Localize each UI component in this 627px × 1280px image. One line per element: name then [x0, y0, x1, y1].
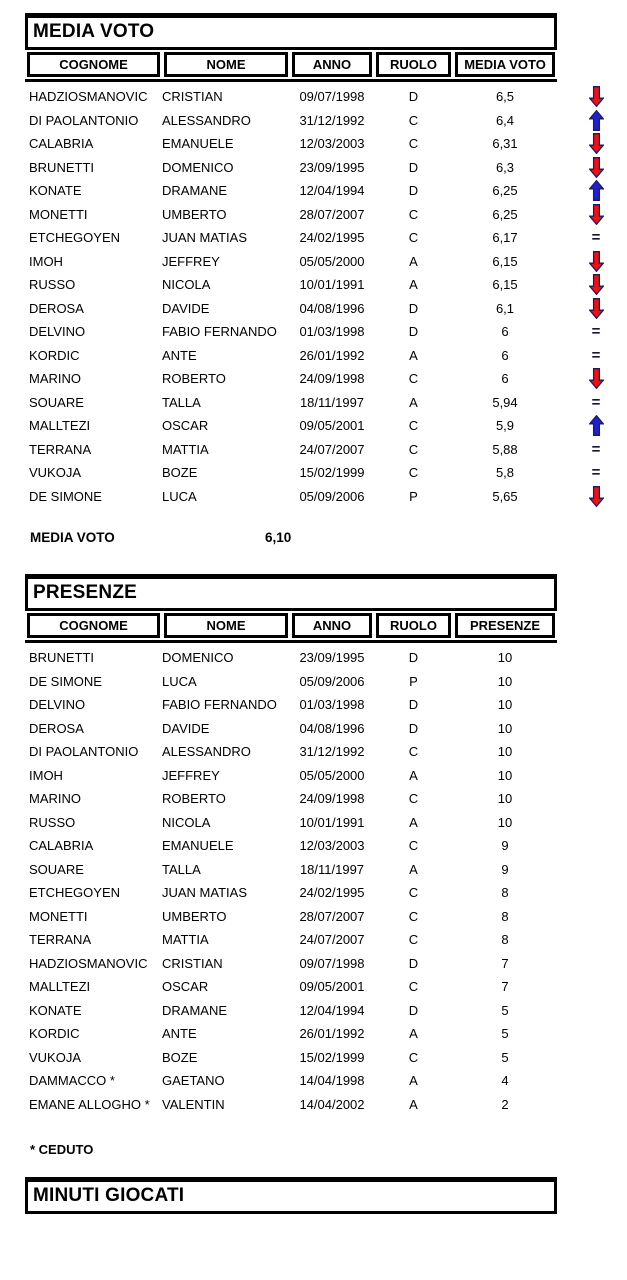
table-row: [25, 1093, 627, 1117]
table-row: [25, 203, 627, 227]
cell-valore: 2: [501, 1096, 509, 1112]
cell-valore: 9: [501, 861, 509, 877]
cell-ruolo: A: [409, 253, 418, 269]
table-row: [25, 297, 627, 321]
cell-ruolo: A: [409, 814, 418, 830]
cell-anno: 26/01/1992: [299, 347, 365, 363]
cell-nome: DOMENICO: [162, 159, 234, 175]
minuti-giocati-section: [25, 1177, 627, 1214]
cell-valore: 10: [497, 814, 513, 830]
table-row: [25, 109, 627, 133]
cell-valore: 10: [497, 791, 513, 807]
table-row: [25, 975, 627, 999]
cell-anno: 14/04/1998: [299, 1073, 365, 1089]
cell-cognome: DI PAOLANTONIO: [29, 744, 139, 760]
column-header-ruolo: RUOLO: [376, 613, 451, 638]
cell-nome: JUAN MATIAS: [162, 885, 247, 901]
cell-cognome: VUKOJA: [29, 465, 82, 481]
cell-cognome: MALLTEZI: [29, 418, 91, 434]
cell-anno: 23/09/1995: [299, 159, 365, 175]
column-header-cell: [162, 613, 290, 638]
cell-ruolo: D: [408, 720, 419, 736]
cell-valore: 8: [501, 885, 509, 901]
cell-anno: 24/09/1998: [299, 371, 365, 387]
down-arrow-icon: [585, 156, 607, 180]
cell-anno: 26/01/1992: [299, 1026, 365, 1042]
media-voto-summary-row: [25, 530, 627, 548]
cell-cognome: RUSSO: [29, 814, 76, 830]
cell-anno: 28/07/2007: [299, 908, 365, 924]
cell-anno: 01/03/1998: [299, 324, 365, 340]
cell-cognome: DELVINO: [29, 697, 86, 713]
cell-cognome: TERRANA: [29, 932, 92, 948]
presenze-table-body: [25, 646, 627, 1116]
cell-valore: 5,65: [492, 488, 518, 504]
cell-valore: 6: [501, 371, 509, 387]
ceduto-footnote: * CEDUTO: [30, 1142, 94, 1157]
presenze-section: [25, 574, 627, 1116]
up-arrow-icon: [585, 109, 607, 133]
cell-nome: FABIO FERNANDO: [162, 324, 277, 340]
cell-cognome: DE SIMONE: [29, 673, 102, 689]
cell-nome: ALESSANDRO: [162, 744, 251, 760]
cell-cognome: ETCHEGOYEN: [29, 885, 121, 901]
cell-ruolo: A: [409, 1026, 418, 1042]
cell-valore: 7: [501, 979, 509, 995]
cell-anno: 24/07/2007: [299, 441, 365, 457]
cell-cognome: HADZIOSMANOVIC: [29, 955, 148, 971]
cell-ruolo: C: [408, 418, 419, 434]
cell-anno: 31/12/1992: [299, 744, 365, 760]
cell-anno: 24/02/1995: [299, 885, 365, 901]
cell-nome: JEFFREY: [162, 253, 220, 269]
column-header-cell: [290, 613, 374, 638]
cell-nome: DAVIDE: [162, 300, 210, 316]
cell-cognome: TERRANA: [29, 441, 92, 457]
cell-anno: 05/09/2006: [299, 488, 365, 504]
cell-nome: DRAMANE: [162, 1002, 228, 1018]
cell-nome: GAETANO: [162, 1073, 225, 1089]
cell-anno: 15/02/1999: [299, 465, 365, 481]
equal-icon: =: [591, 464, 601, 482]
cell-ruolo: A: [409, 277, 418, 293]
cell-cognome: DEROSA: [29, 720, 84, 736]
cell-anno: 18/11/1997: [299, 394, 365, 410]
equal-icon: =: [591, 393, 601, 411]
cell-nome: BOZE: [162, 1049, 198, 1065]
cell-ruolo: D: [408, 697, 419, 713]
cell-valore: 8: [501, 908, 509, 924]
cell-nome: UMBERTO: [162, 206, 227, 222]
cell-anno: 10/01/1991: [299, 277, 365, 293]
table-row: [25, 999, 627, 1023]
cell-cognome: KONATE: [29, 183, 82, 199]
table-row: [25, 226, 627, 250]
cell-valore: 8: [501, 932, 509, 948]
cell-valore: 6,31: [492, 136, 518, 152]
cell-anno: 01/03/1998: [299, 697, 365, 713]
cell-cognome: MARINO: [29, 791, 81, 807]
cell-nome: ALESSANDRO: [162, 112, 251, 128]
cell-valore: 6,25: [492, 206, 518, 222]
cell-anno: 12/04/1994: [299, 1002, 365, 1018]
cell-cognome: VUKOJA: [29, 1049, 82, 1065]
presenze-header-row: [25, 613, 557, 638]
column-header-ruolo: RUOLO: [376, 52, 451, 77]
cell-valore: 6,5: [495, 89, 515, 105]
table-row: [25, 881, 627, 905]
column-header-cell: [453, 52, 557, 77]
cell-anno: 12/04/1994: [299, 183, 365, 199]
cell-valore: 6,4: [495, 112, 515, 128]
table-row: [25, 367, 627, 391]
table-row: [25, 414, 627, 438]
column-header-cell: [162, 52, 290, 77]
cell-anno: 28/07/2007: [299, 206, 365, 222]
column-header-cell: [374, 52, 453, 77]
cell-nome: EMANUELE: [162, 838, 234, 854]
column-header-anno: ANNO: [292, 613, 372, 638]
down-arrow-icon: [585, 203, 607, 227]
cell-ruolo: C: [408, 838, 419, 854]
cell-ruolo: C: [408, 744, 419, 760]
equal-icon: =: [591, 346, 601, 364]
table-row: [25, 179, 627, 203]
cell-valore: 10: [497, 697, 513, 713]
column-header-nome: NOME: [164, 52, 288, 77]
cell-ruolo: C: [408, 465, 419, 481]
column-header-media-voto: MEDIA VOTO: [455, 52, 555, 77]
cell-cognome: MONETTI: [29, 206, 88, 222]
column-header-cell: [25, 613, 162, 638]
media-voto-header-row: [25, 52, 557, 77]
table-row: [25, 273, 627, 297]
down-arrow-icon: [585, 297, 607, 321]
table-row: [25, 85, 627, 109]
cell-ruolo: A: [409, 1073, 418, 1089]
down-arrow-icon: [585, 485, 607, 509]
cell-anno: 15/02/1999: [299, 1049, 365, 1065]
cell-nome: MATTIA: [162, 932, 209, 948]
presenze-section-title: PRESENZE: [25, 574, 557, 611]
table-row: [25, 391, 627, 415]
cell-nome: LUCA: [162, 673, 197, 689]
cell-nome: ANTE: [162, 347, 197, 363]
cell-cognome: ETCHEGOYEN: [29, 230, 121, 246]
cell-anno: 24/09/1998: [299, 791, 365, 807]
table-row: [25, 1046, 627, 1070]
table-row: [25, 1069, 627, 1093]
cell-valore: 10: [497, 673, 513, 689]
cell-ruolo: D: [408, 650, 419, 666]
table-row: [25, 670, 627, 694]
down-arrow-icon: [585, 367, 607, 391]
cell-ruolo: C: [408, 979, 419, 995]
cell-nome: DOMENICO: [162, 650, 234, 666]
cell-valore: 9: [501, 838, 509, 854]
cell-anno: 09/07/1998: [299, 955, 365, 971]
column-header-nome: NOME: [164, 613, 288, 638]
cell-nome: DRAMANE: [162, 183, 228, 199]
cell-cognome: DELVINO: [29, 324, 86, 340]
table-row: [25, 952, 627, 976]
cell-cognome: DAMMACCO *: [29, 1073, 115, 1089]
cell-ruolo: A: [409, 767, 418, 783]
cell-nome: FABIO FERNANDO: [162, 697, 277, 713]
cell-valore: 5: [501, 1026, 509, 1042]
cell-valore: 6,15: [492, 277, 518, 293]
cell-anno: 09/07/1998: [299, 89, 365, 105]
cell-anno: 04/08/1996: [299, 300, 365, 316]
header-underline: [25, 640, 557, 643]
cell-nome: CRISTIAN: [162, 955, 223, 971]
cell-nome: BOZE: [162, 465, 198, 481]
media-voto-section: [25, 13, 627, 548]
column-header-cognome: COGNOME: [27, 613, 160, 638]
cell-anno: 04/08/1996: [299, 720, 365, 736]
cell-ruolo: C: [408, 206, 419, 222]
cell-cognome: KORDIC: [29, 1026, 80, 1042]
equal-icon: =: [591, 440, 601, 458]
cell-valore: 5,88: [492, 441, 518, 457]
cell-nome: TALLA: [162, 861, 201, 877]
cell-ruolo: C: [408, 791, 419, 807]
cell-ruolo: D: [408, 89, 419, 105]
cell-cognome: SOUARE: [29, 394, 84, 410]
cell-anno: 05/05/2000: [299, 253, 365, 269]
table-row: [25, 693, 627, 717]
cell-ruolo: C: [408, 932, 419, 948]
cell-cognome: MONETTI: [29, 908, 88, 924]
table-row: [25, 787, 627, 811]
cell-nome: JUAN MATIAS: [162, 230, 247, 246]
minuti-giocati-section-title: MINUTI GIOCATI: [25, 1177, 557, 1214]
cell-ruolo: D: [408, 1002, 419, 1018]
column-header-cell: [290, 52, 374, 77]
cell-nome: DAVIDE: [162, 720, 210, 736]
cell-anno: 24/02/1995: [299, 230, 365, 246]
cell-cognome: CALABRIA: [29, 136, 94, 152]
cell-valore: 6: [501, 324, 509, 340]
media-voto-table-body: [25, 85, 627, 508]
cell-cognome: DEROSA: [29, 300, 84, 316]
table-row: [25, 646, 627, 670]
column-header-cell: [25, 52, 162, 77]
cell-cognome: KORDIC: [29, 347, 80, 363]
cell-cognome: SOUARE: [29, 861, 84, 877]
equal-icon: =: [591, 229, 601, 247]
cell-ruolo: A: [409, 1096, 418, 1112]
table-row: [25, 834, 627, 858]
cell-valore: 6,3: [495, 159, 515, 175]
table-row: [25, 320, 627, 344]
table-row: [25, 811, 627, 835]
cell-ruolo: D: [408, 183, 419, 199]
cell-cognome: MALLTEZI: [29, 979, 91, 995]
cell-cognome: HADZIOSMANOVIC: [29, 89, 148, 105]
cell-nome: TALLA: [162, 394, 201, 410]
cell-cognome: BRUNETTI: [29, 650, 94, 666]
cell-valore: 4: [501, 1073, 509, 1089]
cell-cognome: BRUNETTI: [29, 159, 94, 175]
cell-ruolo: D: [408, 300, 419, 316]
header-underline: [25, 79, 557, 82]
cell-anno: 05/05/2000: [299, 767, 365, 783]
cell-ruolo: C: [408, 112, 419, 128]
table-row: [25, 858, 627, 882]
table-row: [25, 740, 627, 764]
cell-nome: OSCAR: [162, 979, 209, 995]
table-row: [25, 156, 627, 180]
summary-label: MEDIA VOTO: [30, 530, 115, 545]
table-row: [25, 485, 627, 509]
cell-anno: 09/05/2001: [299, 979, 365, 995]
cell-anno: 31/12/1992: [299, 112, 365, 128]
equal-icon: =: [591, 323, 601, 341]
cell-nome: NICOLA: [162, 277, 211, 293]
cell-ruolo: C: [408, 441, 419, 457]
cell-cognome: CALABRIA: [29, 838, 94, 854]
cell-nome: EMANUELE: [162, 136, 234, 152]
table-row: [25, 717, 627, 741]
cell-cognome: DE SIMONE: [29, 488, 102, 504]
cell-ruolo: D: [408, 955, 419, 971]
down-arrow-icon: [585, 132, 607, 156]
cell-ruolo: C: [408, 908, 419, 924]
up-arrow-icon: [585, 179, 607, 203]
down-arrow-icon: [585, 273, 607, 297]
cell-ruolo: D: [408, 159, 419, 175]
cell-nome: ROBERTO: [162, 371, 226, 387]
cell-valore: 6,1: [495, 300, 515, 316]
column-header-cognome: COGNOME: [27, 52, 160, 77]
cell-cognome: DI PAOLANTONIO: [29, 112, 139, 128]
cell-ruolo: C: [408, 885, 419, 901]
cell-cognome: RUSSO: [29, 277, 76, 293]
table-row: [25, 764, 627, 788]
cell-nome: ROBERTO: [162, 791, 226, 807]
down-arrow-icon: [585, 85, 607, 109]
table-row: [25, 1022, 627, 1046]
cell-valore: 10: [497, 650, 513, 666]
column-header-cell: [453, 613, 557, 638]
cell-valore: 5,8: [495, 465, 515, 481]
cell-anno: 18/11/1997: [299, 861, 365, 877]
cell-valore: 10: [497, 744, 513, 760]
cell-ruolo: A: [409, 394, 418, 410]
cell-anno: 23/09/1995: [299, 650, 365, 666]
table-row: [25, 905, 627, 929]
cell-valore: 10: [497, 767, 513, 783]
cell-nome: LUCA: [162, 488, 197, 504]
cell-nome: CRISTIAN: [162, 89, 223, 105]
cell-nome: OSCAR: [162, 418, 209, 434]
cell-nome: NICOLA: [162, 814, 211, 830]
cell-ruolo: C: [408, 371, 419, 387]
down-arrow-icon: [585, 250, 607, 274]
cell-anno: 14/04/2002: [299, 1096, 365, 1112]
cell-ruolo: C: [408, 1049, 419, 1065]
table-row: [25, 928, 627, 952]
cell-ruolo: D: [408, 324, 419, 340]
cell-valore: 6,15: [492, 253, 518, 269]
cell-valore: 5,94: [492, 394, 518, 410]
cell-anno: 10/01/1991: [299, 814, 365, 830]
cell-ruolo: P: [409, 488, 418, 504]
cell-anno: 05/09/2006: [299, 673, 365, 689]
cell-valore: 6,17: [492, 230, 518, 246]
cell-ruolo: C: [408, 230, 419, 246]
media-voto-section-title: MEDIA VOTO: [25, 13, 557, 50]
column-header-cell: [374, 613, 453, 638]
cell-nome: VALENTIN: [162, 1096, 225, 1112]
table-row: [25, 132, 627, 156]
column-header-presenze: PRESENZE: [455, 613, 555, 638]
summary-value: 6,10: [265, 530, 292, 545]
cell-ruolo: A: [409, 347, 418, 363]
cell-valore: 10: [497, 720, 513, 736]
cell-anno: 24/07/2007: [299, 932, 365, 948]
cell-valore: 7: [501, 955, 509, 971]
cell-nome: ANTE: [162, 1026, 197, 1042]
cell-ruolo: P: [409, 673, 418, 689]
cell-nome: UMBERTO: [162, 908, 227, 924]
cell-cognome: IMOH: [29, 253, 63, 269]
table-row: [25, 461, 627, 485]
cell-valore: 5: [501, 1002, 509, 1018]
table-row: [25, 344, 627, 368]
cell-cognome: IMOH: [29, 767, 63, 783]
cell-anno: 12/03/2003: [299, 136, 365, 152]
cell-nome: MATTIA: [162, 441, 209, 457]
cell-ruolo: A: [409, 861, 418, 877]
cell-nome: JEFFREY: [162, 767, 220, 783]
up-arrow-icon: [585, 414, 607, 438]
cell-ruolo: C: [408, 136, 419, 152]
cell-cognome: EMANE ALLOGHO *: [29, 1096, 150, 1112]
cell-valore: 6,25: [492, 183, 518, 199]
cell-valore: 6: [501, 347, 509, 363]
cell-anno: 09/05/2001: [299, 418, 365, 434]
cell-valore: 5,9: [495, 418, 515, 434]
cell-cognome: MARINO: [29, 371, 81, 387]
cell-anno: 12/03/2003: [299, 838, 365, 854]
column-header-anno: ANNO: [292, 52, 372, 77]
cell-valore: 5: [501, 1049, 509, 1065]
table-row: [25, 250, 627, 274]
cell-cognome: KONATE: [29, 1002, 82, 1018]
table-row: [25, 438, 627, 462]
